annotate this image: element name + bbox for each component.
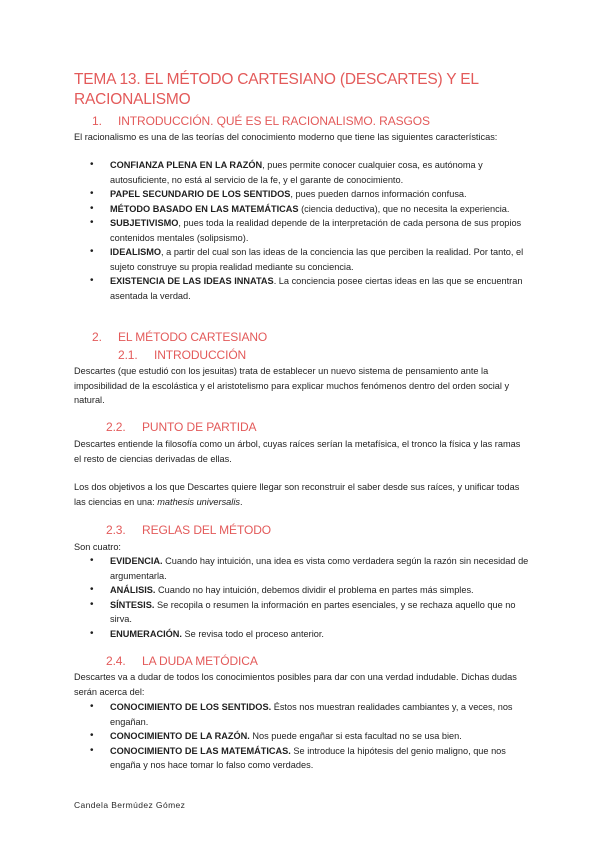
document-title: TEMA 13. EL MÉTODO CARTESIANO (DESCARTES) Y EL RACIONALISMO (74, 71, 479, 108)
list-item: • CONOCIMIENTO DE LOS SENTIDOS. Éstos nos muestran realidades cambiantes y, a veces, nos engañan. (74, 700, 530, 729)
list-item: • IDEALISMO, a partir del cual son las ideas de la conciencia las que perciben la realidad. Por tanto, el sujeto construye su propia realidad mediante su conciencia. (74, 245, 530, 274)
list-item: • SUBJETIVISMO, pues toda la realidad depende de la interpretación de cada persona de sus propios contenidos mentales (solipsismo). (74, 216, 530, 245)
section-2-heading: 2. EL MÉTODO CARTESIANO (92, 330, 268, 344)
list-item: • CONOCIMIENTO DE LA RAZÓN. Nos puede engañar si esta facultad no se usa bien. (74, 729, 530, 744)
section-2-4-intro: Descartes va a dudar de todos los conocimientos posibles para dar con una verdad indudable. Dichas dudas serán acerca del: (74, 672, 517, 697)
list-item: • PAPEL SECUNDARIO DE LOS SENTIDOS, pues pueden darnos información confusa. (74, 187, 530, 202)
list-item: • CONOCIMIENTO DE LAS MATEMÁTICAS. Se introduce la hipótesis del genio maligno, que nos engaña y nos hace tomar lo falso como verdades. (74, 744, 530, 773)
section-2-1-heading: 2.1. INTRODUCCIÓN (118, 348, 247, 362)
section-2-3-heading: 2.3. REGLAS DEL MÉTODO (106, 523, 271, 537)
author-footer: Candela Bermúdez Gómez (74, 800, 186, 810)
list-item: • ANÁLISIS. Cuando no hay intuición, debemos dividir el problema en partes más simples. (74, 583, 530, 598)
section-2-4-heading: 2.4. LA DUDA METÓDICA (106, 654, 258, 668)
section-1-intro: El racionalismo es una de las teorías del conocimiento moderno que tiene las siguientes características: (74, 132, 498, 142)
section-1-heading (92, 114, 430, 128)
rasgos-list (74, 158, 530, 303)
list-item: • EXISTENCIA DE LAS IDEAS INNATAS. La conciencia posee ciertas ideas en las que se encuentran asentada la verdad. (74, 274, 530, 303)
reglas-list (74, 554, 530, 641)
section-title: INTRODUCCIÓN. QUÉ ES EL RACIONALISMO. RASGOS (118, 114, 430, 128)
section-2-1-text: Descartes (que estudió con los jesuitas) trata de establecer un nuevo sistema de pensamiento ante la imposibilidad de la escolástica y el aristotelismo para explicar muchos fenómenos dentro del orden social y natural. (74, 366, 510, 405)
section-2-2-heading: 2.2. PUNTO DE PARTIDA (106, 420, 257, 434)
list-item: • ENUMERACIÓN. Se revisa todo el proceso anterior. (74, 627, 530, 642)
list-item: • MÉTODO BASADO EN LAS MATEMÁTICAS (ciencia deductiva), que no necesita la experiencia. (74, 202, 530, 217)
list-item: • SÍNTESIS. Se recopila o resumen la información en partes esenciales, y se rechaza aquello que no sirva. (74, 598, 530, 627)
section-2-3-intro: Son cuatro: (74, 542, 121, 552)
section-2-2-text-1: Descartes entiende la filosofía como un árbol, cuyas raíces serían la metafísica, el tronco la física y las ramas el resto de ciencias derivadas de ellas. (74, 439, 521, 464)
section-number: 1. (92, 114, 102, 128)
dudas-list (74, 700, 530, 773)
list-item: • EVIDENCIA. Cuando hay intuición, una idea es vista como verdadera según la razón sin necesidad de argumentarla. (74, 554, 530, 583)
list-item: • CONFIANZA PLENA EN LA RAZÓN, pues permite conocer cualquier cosa, es autónoma y autosuficiente, no está al servicio de la fe, y el garante de conocimiento. (74, 158, 530, 187)
section-2-2-text-2: Los dos objetivos a los que Descartes quiere llegar son reconstruir el saber desde sus raíces, y unificar todas las ciencias en una: mathesis universalis. (74, 482, 520, 507)
